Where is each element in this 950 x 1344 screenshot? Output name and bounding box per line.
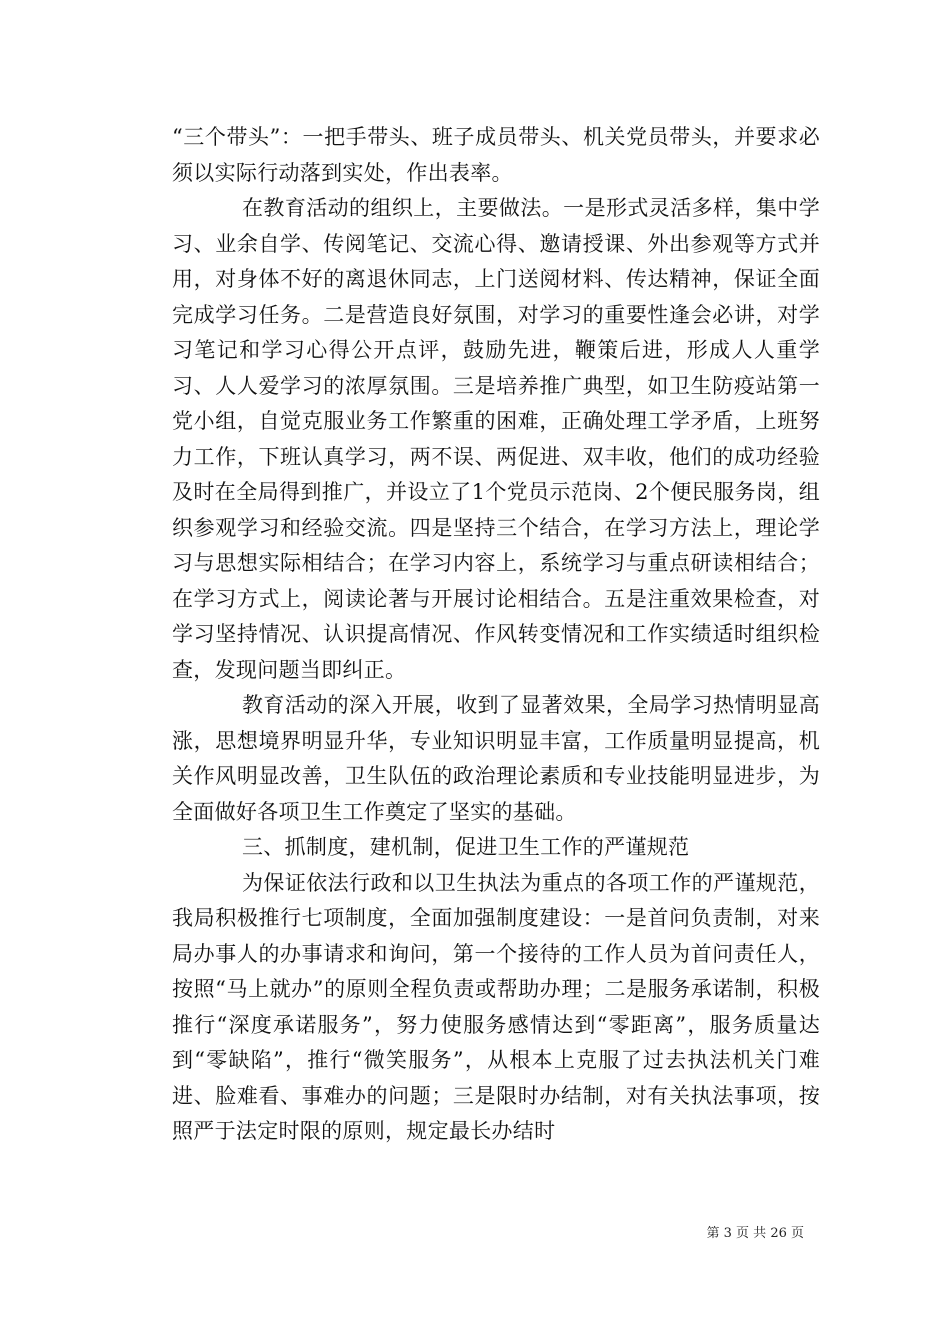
paragraph-continuation: “三个带头”：一把手带头、班子成员带头、机关党员带头，并要求必须以实际行动落到实处，作出表率。 [172, 125, 820, 185]
section-heading: 三、抓制度，建机制，促进卫生工作的严谨规范 [242, 835, 690, 859]
page-number-footer: 第 3 页 共 26 页 [706, 1226, 804, 1241]
document-body [172, 120, 820, 1150]
paragraph-system-building: 为保证依法行政和以卫生执法为重点的各项工作的严谨规范，我局积极推行七项制度，全面加强制度建设：一是首问负责制，对来局办事人的办事请求和询问，第一个接待的工作人员为首问责任人，按照“马上就办”的原则全程负责或帮助办理；二是服务承诺制，积极推行“深度承诺服务”，努力使服务感情达到“零距离”，服务质量达到“零缺陷”，推行“微笑服务”，从根本上克服了过去执法机关门难进、脸难看、事难办的问题；三是限时办结制，对有关执法事项，按照严于法定时限的原则，规定最长办结时 [172, 870, 820, 1143]
paragraph-education-results: 教育活动的深入开展，收到了显著效果，全局学习热情明显高涨，思想境界明显升华，专业知识明显丰富，工作质量明显提高，机关作风明显改善，卫生队伍的政治理论素质和专业技能明显进步，为全面做好各项卫生工作奠定了坚实的基础。 [172, 693, 820, 824]
paragraph-education-methods: 在教育活动的组织上，主要做法。一是形式灵活多样，集中学习、业余自学、传阅笔记、交流心得、邀请授课、外出参观等方式并用，对身体不好的离退休同志，上门送阅材料、传达精神，保证全面完成学习任务。二是营造良好氛围，对学习的重要性逢会必讲，对学习笔记和学习心得公开点评，鼓励先进，鞭策后进，形成人人重学习、人人爱学习的浓厚氛围。三是培养推广典型，如卫生防疫站第一党小组，自觉克服业务工作繁重的困难，正确处理工学矛盾，上班努力工作，下班认真学习，两不误、两促进、双丰收，他们的成功经验及时在全局得到推广，并设立了1个党员示范岗、2个便民服务岗，组织参观学习和经验交流。四是坚持三个结合，在学习方法上，理论学习与思想实际相结合；在学习内容上，系统学习与重点研读相结合；在学习方式上，阅读论著与开展讨论相结合。五是注重效果检查，对学习坚持情况、认识提高情况、作风转变情况和工作实绩适时组织检查，发现问题当即纠正。 [172, 196, 820, 682]
